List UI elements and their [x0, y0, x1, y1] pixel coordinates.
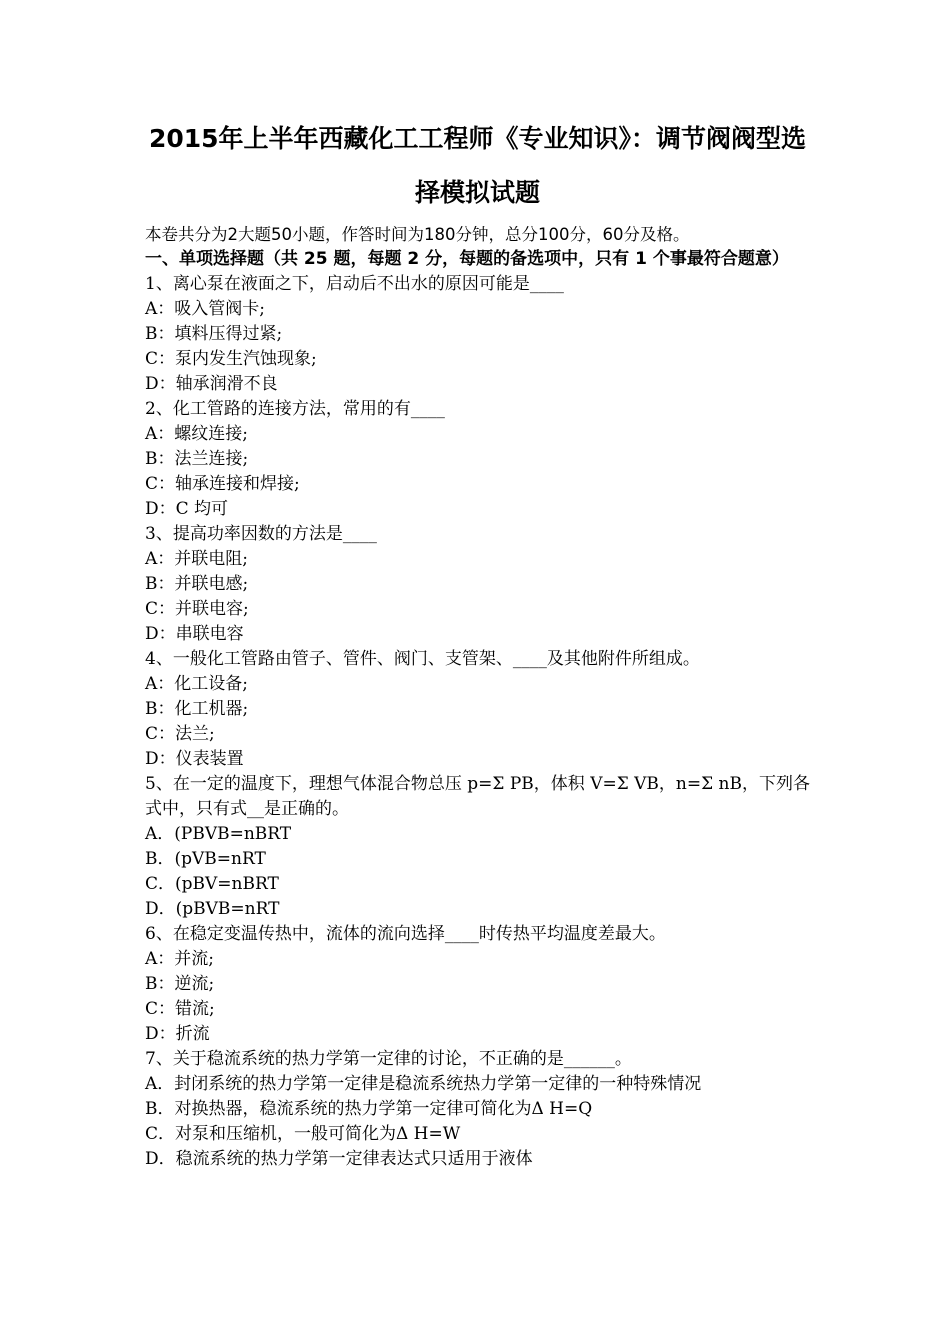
exam-intro: 本卷共分为2大题50小题，作答时间为180分钟，总分100分，60分及格。 — [145, 225, 690, 244]
question-text: 4、一般化工管路由管子、管件、阀门、支管架、____及其他附件所组成。 — [145, 649, 700, 669]
question-7 — [145, 1047, 810, 1172]
option-d: D：轴承润滑不良 — [145, 374, 278, 394]
option-c: C：法兰; — [145, 724, 215, 744]
question-text: 6、在稳定变温传热中，流体的流向选择____时传热平均温度差最大。 — [145, 924, 666, 944]
question-text: 5、在一定的温度下，理想气体混合物总压 p=Σ PB，体积 V=Σ VB，n=Σ nB，下列各式中，只有式__是正确的。 — [145, 774, 810, 819]
option-c: C：泵内发生汽蚀现象; — [145, 349, 317, 369]
option-d: D．稳流系统的热力学第一定律表达式只适用于液体 — [145, 1149, 533, 1169]
option-a: A．(PBVB=nBRT — [145, 824, 292, 844]
document-page — [145, 112, 810, 1172]
question-text: 2、化工管路的连接方法，常用的有____ — [145, 399, 445, 419]
section-heading: 一、单项选择题（共 25 题，每题 2 分，每题的备选项中，只有 1 个事最符合题意） — [145, 249, 789, 269]
question-text: 1、离心泵在液面之下，启动后不出水的原因可能是____ — [145, 274, 564, 294]
question-3 — [145, 522, 810, 647]
option-d: D：折流 — [145, 1024, 210, 1044]
question-5 — [145, 772, 810, 922]
option-b: B．对换热器，稳流系统的热力学第一定律可简化为Δ H=Q — [145, 1099, 593, 1119]
question-text: 3、提高功率因数的方法是____ — [145, 524, 377, 544]
option-c: C：轴承连接和焊接; — [145, 474, 300, 494]
option-a: A：吸入管阀卡; — [145, 299, 266, 319]
option-d: D．(pBVB=nRT — [145, 899, 280, 919]
option-a: A：并联电阻; — [145, 549, 249, 569]
option-a: A：并流; — [145, 949, 215, 969]
option-c: C：错流; — [145, 999, 215, 1019]
option-b: B：填料压得过紧; — [145, 324, 283, 344]
question-6 — [145, 922, 810, 1047]
option-b: B：法兰连接; — [145, 449, 249, 469]
option-b: B：化工机器; — [145, 699, 249, 719]
question-1 — [145, 272, 810, 397]
option-d: D：C 均可 — [145, 499, 229, 519]
title-line-1: 2015年上半年西藏化工工程师《专业知识》：调节阀阀型选 — [148, 124, 807, 153]
option-a: A．封闭系统的热力学第一定律是稳流系统热力学第一定律的一种特殊情况 — [145, 1074, 702, 1094]
option-b: B．(pVB=nRT — [145, 849, 266, 869]
question-text: 7、关于稳流系统的热力学第一定律的讨论，不正确的是______。 — [145, 1049, 632, 1069]
option-b: B：并联电感; — [145, 574, 249, 594]
question-2 — [145, 397, 810, 522]
option-c: C．对泵和压缩机，一般可简化为Δ H=W — [145, 1124, 461, 1144]
option-c: C．(pBV=nBRT — [145, 874, 279, 894]
option-d: D：串联电容 — [145, 624, 244, 644]
option-a: A：螺纹连接; — [145, 424, 249, 444]
option-c: C：并联电容; — [145, 599, 249, 619]
option-a: A：化工设备; — [145, 674, 249, 694]
question-list — [145, 272, 810, 1172]
title-line-2: 择模拟试题 — [414, 178, 540, 207]
document-title — [145, 112, 810, 220]
option-d: D：仪表装置 — [145, 749, 244, 769]
option-b: B：逆流; — [145, 974, 215, 994]
question-4 — [145, 647, 810, 772]
